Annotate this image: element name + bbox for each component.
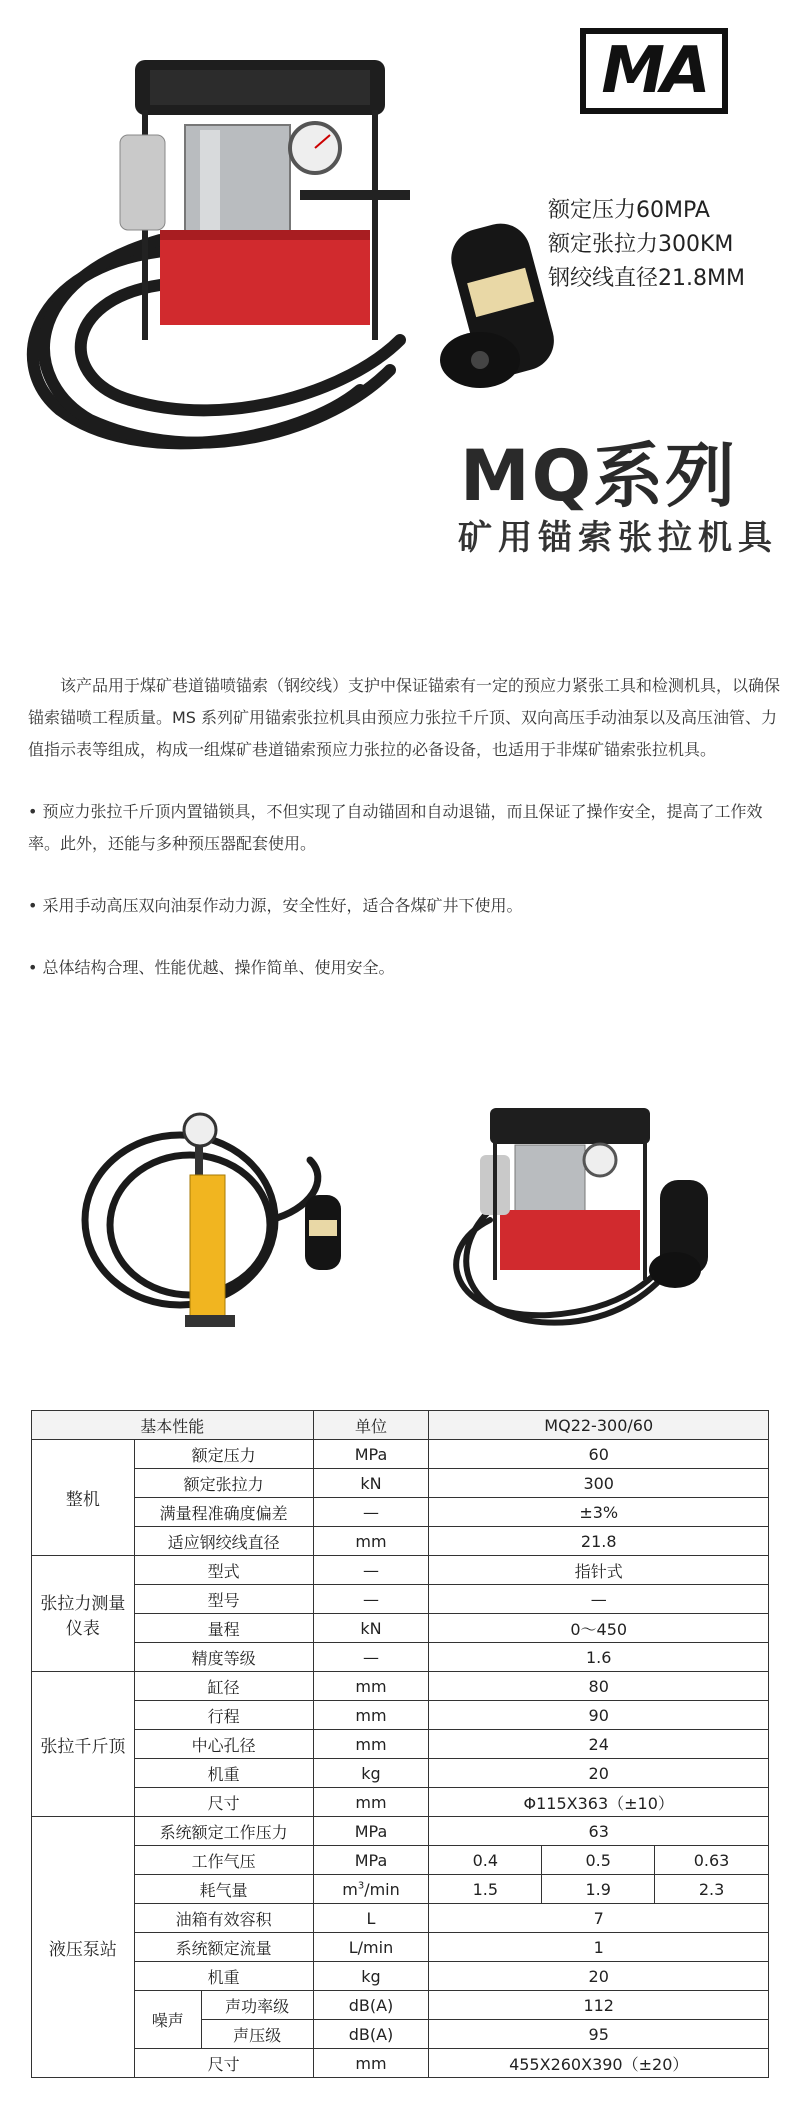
- row-value: 21.8: [429, 1527, 769, 1556]
- group-noise: 噪声: [134, 1991, 201, 2049]
- series-title: MQ系列: [460, 435, 738, 517]
- table-row: [32, 1730, 769, 1759]
- row-value: 1.9: [542, 1875, 655, 1904]
- unit-base: m: [342, 1879, 358, 1899]
- table-row: [32, 1527, 769, 1556]
- row-label: 耗气量: [134, 1875, 313, 1904]
- series-subtitle: 矿用锚索张拉机具: [458, 518, 778, 558]
- row-value: 1.5: [429, 1875, 542, 1904]
- row-value: 0～450: [429, 1614, 769, 1643]
- hero-spec-list: [548, 194, 745, 296]
- pneumatic-pump-photo: [430, 1100, 750, 1340]
- table-row: [32, 1643, 769, 1672]
- table-row: [32, 1962, 769, 1991]
- hero-spec-tension: 额定张拉力300KM: [548, 232, 734, 257]
- row-label: 满量程准确度偏差: [134, 1498, 313, 1527]
- table-row: [32, 1498, 769, 1527]
- manual-pump-photo: [80, 1100, 410, 1340]
- table-row: [32, 2049, 769, 2078]
- row-value: 90: [429, 1701, 769, 1730]
- row-value: 455X260X390（±20）: [429, 2049, 769, 2078]
- header-model: MQ22-300/60: [429, 1411, 769, 1440]
- row-value: 指针式: [429, 1556, 769, 1585]
- row-unit: MPa: [313, 1846, 429, 1875]
- table-row: [32, 1672, 769, 1701]
- row-value: 20: [429, 1759, 769, 1788]
- row-value: 80: [429, 1672, 769, 1701]
- row-label: 系统额定工作压力: [134, 1817, 313, 1846]
- hero-banner: [0, 0, 800, 620]
- row-value: 95: [429, 2020, 769, 2049]
- row-label: 额定张拉力: [134, 1469, 313, 1498]
- row-unit: kN: [313, 1469, 429, 1498]
- row-label: 尺寸: [134, 2049, 313, 2078]
- row-unit: kg: [313, 1759, 429, 1788]
- row-label: 声压级: [201, 2020, 313, 2049]
- spec-table: [31, 1410, 769, 2078]
- row-label: 精度等级: [134, 1643, 313, 1672]
- table-row: [32, 1817, 769, 1846]
- row-unit: —: [313, 1585, 429, 1614]
- table-row: [32, 1614, 769, 1643]
- table-row: [32, 1933, 769, 1962]
- row-value: 0.4: [429, 1846, 542, 1875]
- row-label: 适应钢绞线直径: [134, 1527, 313, 1556]
- row-unit: —: [313, 1498, 429, 1527]
- row-value: Φ115X363（±10）: [429, 1788, 769, 1817]
- row-label: 声功率级: [201, 1991, 313, 2020]
- row-value: 7: [429, 1904, 769, 1933]
- row-label: 量程: [134, 1614, 313, 1643]
- table-row: [32, 1846, 769, 1875]
- group-jack: 张拉千斤顶: [32, 1672, 135, 1817]
- row-label: 型号: [134, 1585, 313, 1614]
- feature-bullet: • 预应力张拉千斤顶内置锚锁具，不但实现了自动锚固和自动退锚，而且保证了操作安全，提高了工作效率。此外，还能与多种预压器配套使用。: [28, 802, 763, 853]
- row-value: 112: [429, 1991, 769, 2020]
- row-label: 机重: [134, 1962, 313, 1991]
- row-unit: dB(A): [313, 1991, 429, 2020]
- row-value: 0.63: [655, 1846, 769, 1875]
- table-row: [32, 1701, 769, 1730]
- row-unit: L: [313, 1904, 429, 1933]
- row-unit: kN: [313, 1614, 429, 1643]
- table-row: [32, 1469, 769, 1498]
- row-unit: MPa: [313, 1440, 429, 1469]
- row-label: 油箱有效容积: [134, 1904, 313, 1933]
- table-header-row: [32, 1411, 769, 1440]
- unit-sup: 3: [357, 1880, 365, 1892]
- row-value: 24: [429, 1730, 769, 1759]
- product-description: [28, 670, 788, 1014]
- header-unit: 单位: [313, 1411, 429, 1440]
- row-value: —: [429, 1585, 769, 1614]
- row-value: 0.5: [542, 1846, 655, 1875]
- table-row: [32, 1759, 769, 1788]
- hero-spec-strand-diameter: 钢绞线直径21.8MM: [548, 266, 745, 291]
- ma-certification-logo: [580, 28, 728, 114]
- row-value: 300: [429, 1469, 769, 1498]
- row-label: 额定压力: [134, 1440, 313, 1469]
- row-value: 20: [429, 1962, 769, 1991]
- table-row: [32, 1788, 769, 1817]
- row-unit: MPa: [313, 1817, 429, 1846]
- product-photos: [0, 1100, 800, 1340]
- table-row: [32, 1440, 769, 1469]
- feature-bullet: • 总体结构合理、性能优越、操作简单、使用安全。: [28, 958, 395, 977]
- row-label: 中心孔径: [134, 1730, 313, 1759]
- feature-bullet: • 采用手动高压双向油泵作动力源，安全性好，适合各煤矿井下使用。: [28, 896, 523, 915]
- row-unit: mm: [313, 1730, 429, 1759]
- row-label: 机重: [134, 1759, 313, 1788]
- table-row: [32, 1585, 769, 1614]
- row-unit: dB(A): [313, 2020, 429, 2049]
- unit-tail: /min: [364, 1879, 400, 1899]
- logo-text: MA: [601, 34, 707, 108]
- row-unit: mm: [313, 1672, 429, 1701]
- row-label: 行程: [134, 1701, 313, 1730]
- intro-paragraph: 该产品用于煤矿巷道锚喷锚索（钢绞线）支护中保证锚索有一定的预应力紧张工具和检测机具，以确保锚索锚喷工程质量。MS 系列矿用锚索张拉机具由预应力张拉千斤顶、双向高压手动油泵以及高压油管、力值指示表等组成，构成一组煤矿巷道锚索预应力张拉的必备设备，也适用于非煤矿锚索张拉机具。: [28, 676, 781, 759]
- row-label: 缸径: [134, 1672, 313, 1701]
- group-machine: 整机: [32, 1440, 135, 1556]
- row-unit: L/min: [313, 1933, 429, 1962]
- table-row: [32, 1556, 769, 1585]
- row-label: 尺寸: [134, 1788, 313, 1817]
- row-unit: [313, 1875, 429, 1904]
- group-gauge: 张拉力测量仪表: [32, 1556, 135, 1672]
- row-label: 工作气压: [134, 1846, 313, 1875]
- row-unit: mm: [313, 2049, 429, 2078]
- row-unit: kg: [313, 1962, 429, 1991]
- table-row: [32, 1875, 769, 1904]
- row-value: 1.6: [429, 1643, 769, 1672]
- row-label: 型式: [134, 1556, 313, 1585]
- row-value: 60: [429, 1440, 769, 1469]
- group-pump: 液压泵站: [32, 1817, 135, 2078]
- row-value: 63: [429, 1817, 769, 1846]
- row-label: 系统额定流量: [134, 1933, 313, 1962]
- row-value: ±3%: [429, 1498, 769, 1527]
- table-row: [32, 1904, 769, 1933]
- row-unit: mm: [313, 1788, 429, 1817]
- header-performance: 基本性能: [32, 1411, 314, 1440]
- row-unit: —: [313, 1556, 429, 1585]
- row-value: 1: [429, 1933, 769, 1962]
- hero-spec-pressure: 额定压力60MPA: [548, 198, 710, 223]
- table-row: [32, 1991, 769, 2020]
- row-unit: mm: [313, 1527, 429, 1556]
- row-unit: mm: [313, 1701, 429, 1730]
- row-value: 2.3: [655, 1875, 769, 1904]
- row-unit: —: [313, 1643, 429, 1672]
